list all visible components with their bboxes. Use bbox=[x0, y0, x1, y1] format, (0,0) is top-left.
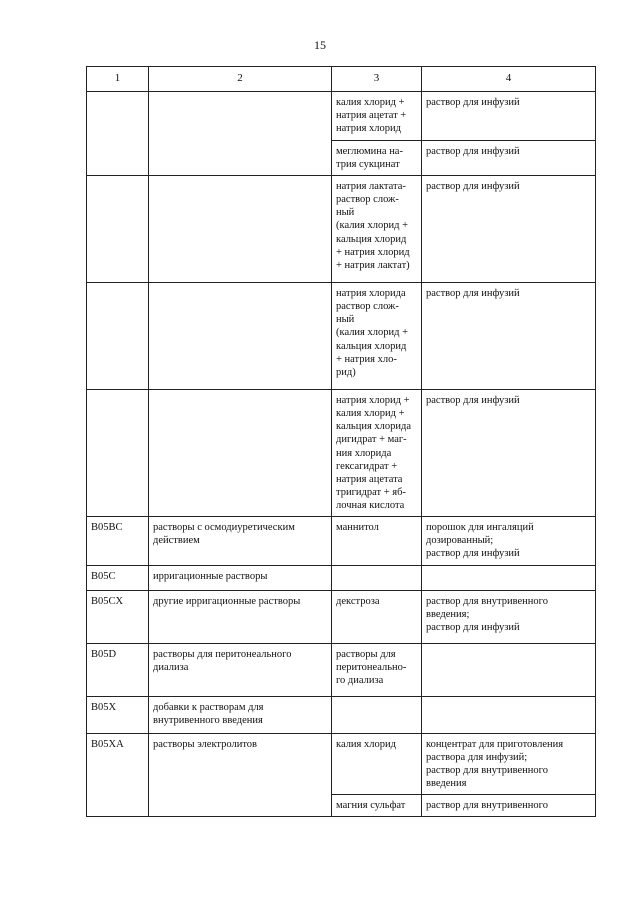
table-row bbox=[87, 517, 596, 565]
atc-code-cell: B05D bbox=[87, 643, 149, 696]
table-header-row bbox=[87, 67, 596, 92]
header-col-4: 4 bbox=[422, 67, 596, 92]
substance-cell: калия хлорид + натрия ацетат + натрия хлорид bbox=[332, 91, 422, 140]
dosage-form-cell: раствор для внутривенного bbox=[422, 795, 596, 817]
group-cell: растворы для перитонеального диализа bbox=[149, 643, 332, 696]
substance-cell bbox=[332, 565, 422, 590]
substance-cell: растворы для перитонеально- го диализа bbox=[332, 643, 422, 696]
group-cell bbox=[149, 283, 332, 390]
substance-cell: магния сульфат bbox=[332, 795, 422, 817]
atc-code-cell bbox=[87, 176, 149, 283]
atc-code-cell: B05X bbox=[87, 696, 149, 733]
dosage-form-cell bbox=[422, 643, 596, 696]
dosage-form-cell bbox=[422, 696, 596, 733]
group-cell bbox=[149, 176, 332, 283]
page-number: 15 bbox=[314, 38, 326, 52]
dosage-form-cell: концентрат для приготовления раствора для инфузий; раствор для внутривенного введения bbox=[422, 733, 596, 795]
dosage-form-cell: раствор для инфузий bbox=[422, 390, 596, 517]
atc-code-cell: B05BC bbox=[87, 517, 149, 565]
group-cell bbox=[149, 390, 332, 517]
group-cell: другие ирригационные растворы bbox=[149, 590, 332, 643]
atc-code-cell: B05XA bbox=[87, 733, 149, 817]
table-row bbox=[87, 390, 596, 517]
group-cell: растворы электролитов bbox=[149, 733, 332, 817]
atc-code-cell: B05C bbox=[87, 565, 149, 590]
header-col-2: 2 bbox=[149, 67, 332, 92]
table-row bbox=[87, 643, 596, 696]
table-row bbox=[87, 733, 596, 795]
dosage-form-cell: порошок для ингаляций дозированный; раствор для инфузий bbox=[422, 517, 596, 565]
table-row bbox=[87, 91, 596, 140]
group-cell: ирригационные растворы bbox=[149, 565, 332, 590]
atc-code-cell bbox=[87, 390, 149, 517]
dosage-form-cell bbox=[422, 565, 596, 590]
substance-cell bbox=[332, 696, 422, 733]
table-row bbox=[87, 590, 596, 643]
substance-cell: калия хлорид bbox=[332, 733, 422, 795]
header-col-1: 1 bbox=[87, 67, 149, 92]
medication-table bbox=[86, 66, 596, 817]
table-row bbox=[87, 565, 596, 590]
substance-cell: декстроза bbox=[332, 590, 422, 643]
dosage-form-cell: раствор для инфузий bbox=[422, 283, 596, 390]
table-row bbox=[87, 696, 596, 733]
table-row bbox=[87, 176, 596, 283]
dosage-form-cell: раствор для инфузий bbox=[422, 140, 596, 175]
dosage-form-cell: раствор для инфузий bbox=[422, 176, 596, 283]
atc-code-cell bbox=[87, 283, 149, 390]
dosage-form-cell: раствор для инфузий bbox=[422, 91, 596, 140]
dosage-form-cell: раствор для внутривенного введения; раствор для инфузий bbox=[422, 590, 596, 643]
group-cell: добавки к растворам для внутривенного введения bbox=[149, 696, 332, 733]
substance-cell: меглюмина на- трия сукцинат bbox=[332, 140, 422, 175]
atc-code-cell: B05CX bbox=[87, 590, 149, 643]
substance-cell: натрия лактата- раствор слож- ный (калия хлорид + кальция хлорид + натрия хлорид + натрия лактат) bbox=[332, 176, 422, 283]
substance-cell: маннитол bbox=[332, 517, 422, 565]
group-cell bbox=[149, 91, 332, 175]
group-cell: растворы с осмодиуретическим действием bbox=[149, 517, 332, 565]
substance-cell: натрия хлорида раствор слож- ный (калия хлорид + кальция хлорид + натрия хло- рид) bbox=[332, 283, 422, 390]
header-col-3: 3 bbox=[332, 67, 422, 92]
atc-code-cell bbox=[87, 91, 149, 175]
table-row bbox=[87, 283, 596, 390]
substance-cell: натрия хлорид + калия хлорид + кальция хлорида дигидрат + маг- ния хлорида гексагидрат + натрия ацетата тригидрат + яб- лочная кислота bbox=[332, 390, 422, 517]
